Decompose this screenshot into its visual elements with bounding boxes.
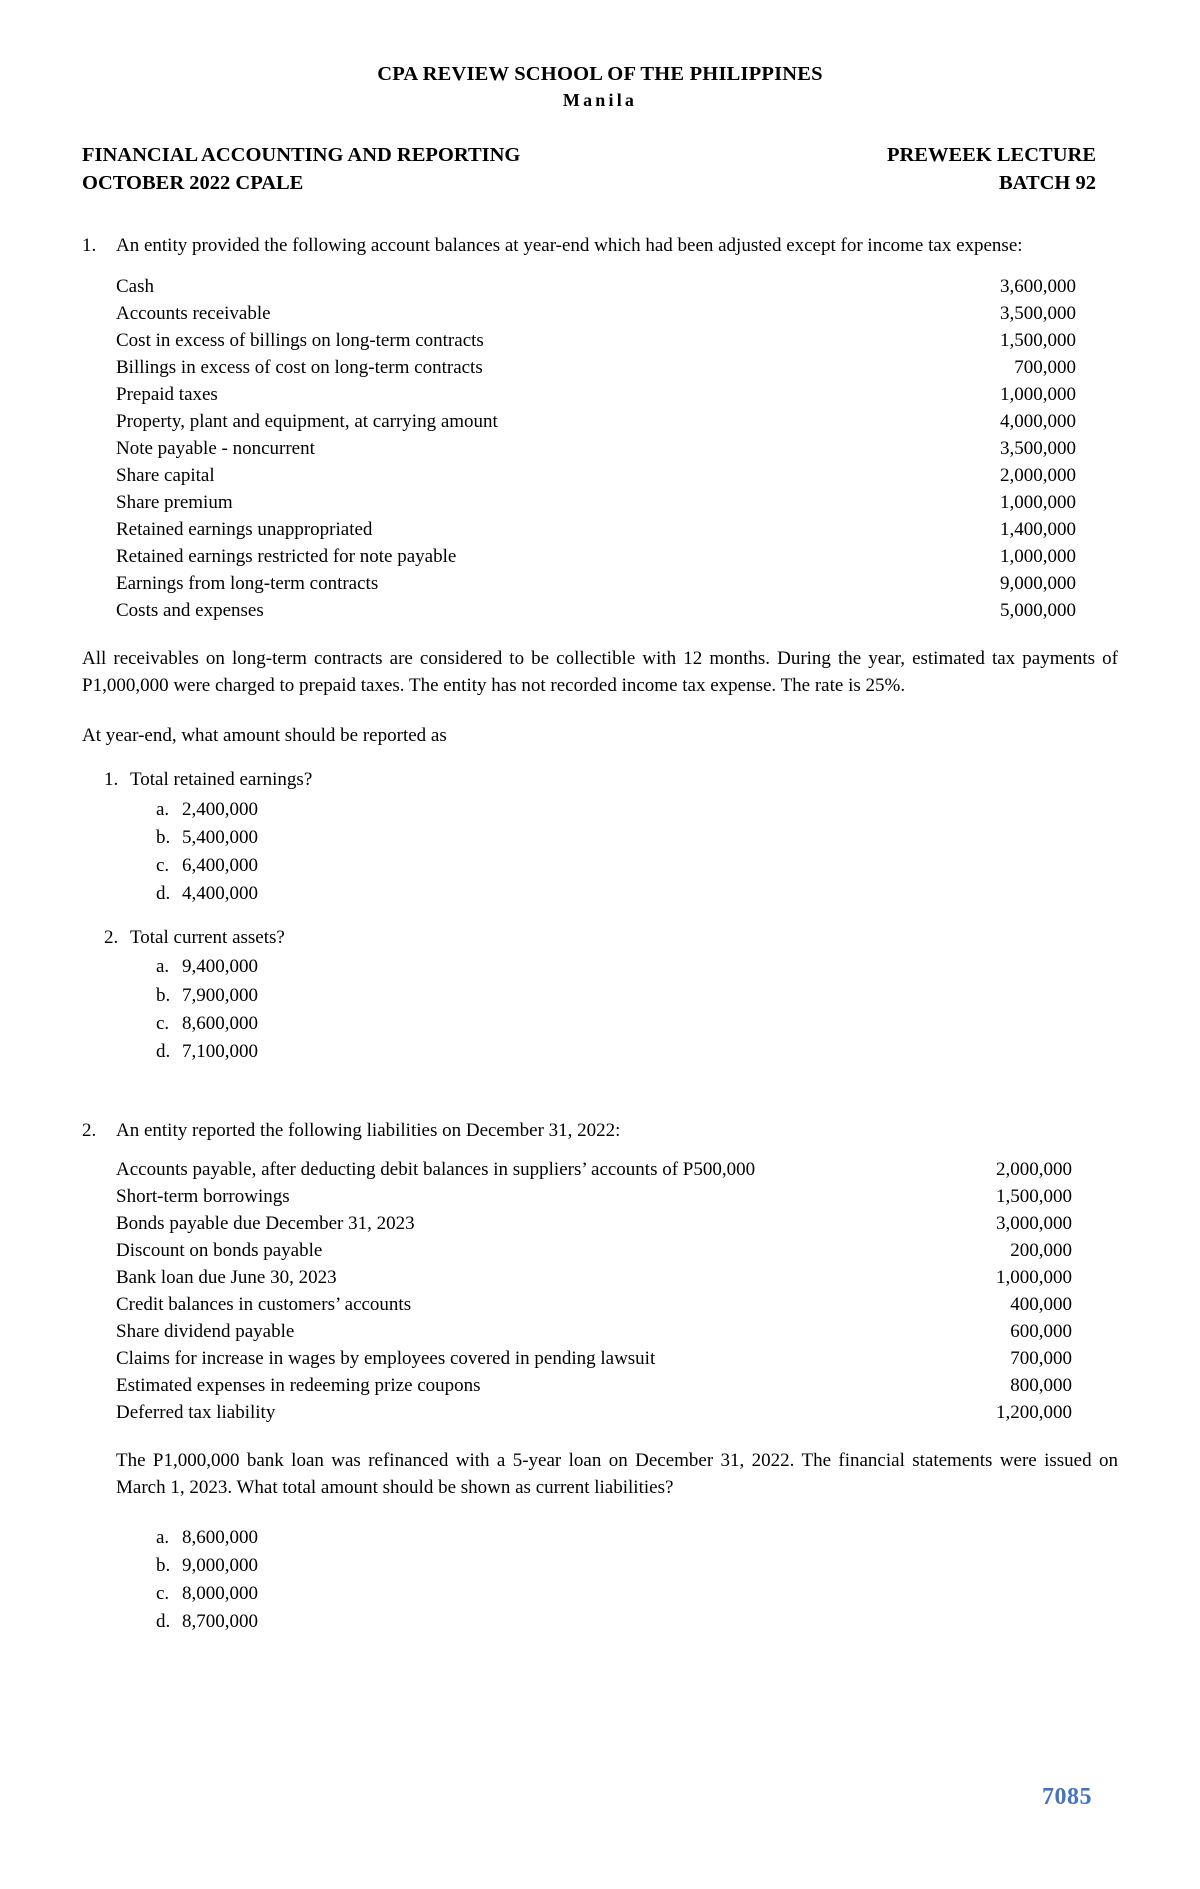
account-label: Share capital — [116, 464, 215, 486]
choice-letter: a. — [156, 956, 170, 978]
choice-option[interactable] — [156, 1608, 1118, 1636]
table-row — [116, 1157, 1118, 1184]
table-row — [116, 274, 1118, 301]
choice-option[interactable] — [156, 982, 1118, 1010]
choice-value: 7,100,000 — [182, 1040, 258, 1062]
table-row — [116, 490, 1118, 517]
table-row — [116, 1184, 1118, 1211]
batch-title: BATCH 92 — [998, 171, 1096, 194]
exam-header-row — [82, 141, 1118, 198]
account-value: 3,500,000 — [1000, 437, 1076, 459]
liability-label: Claims for increase in wages by employees covered in pending lawsuit — [116, 1347, 656, 1369]
account-value: 1,400,000 — [1000, 518, 1076, 540]
table-row — [116, 436, 1118, 463]
liability-label: Short-term borrowings — [116, 1185, 290, 1207]
question-1 — [82, 233, 1118, 1066]
account-value: 1,000,000 — [1000, 384, 1076, 406]
choice-value: 7,900,000 — [182, 984, 258, 1006]
table-row — [116, 544, 1118, 571]
account-value: 1,500,000 — [1000, 330, 1076, 352]
liability-value: 2,000,000 — [996, 1158, 1072, 1180]
question-1-account-table — [116, 274, 1118, 625]
subquestion-1-2-choices — [156, 953, 1118, 1065]
exam-title: OCTOBER 2022 CPALE — [82, 171, 304, 194]
question-2-choices — [156, 1524, 1118, 1636]
question-2-stem-row — [82, 1118, 1118, 1145]
choice-option[interactable] — [156, 1580, 1118, 1608]
account-label: Earnings from long-term contracts — [116, 572, 379, 594]
liability-label: Accounts payable, after deducting debit balances in suppliers’ accounts of P500,000 — [116, 1158, 756, 1180]
table-row — [116, 1292, 1118, 1319]
account-value: 3,600,000 — [1000, 276, 1076, 298]
account-value: 3,500,000 — [1000, 303, 1076, 325]
choice-option[interactable] — [156, 880, 1118, 908]
account-label: Note payable - noncurrent — [116, 437, 315, 459]
choice-option[interactable] — [156, 796, 1118, 824]
liability-label: Estimated expenses in redeeming prize coupons — [116, 1374, 481, 1396]
account-label: Costs and expenses — [116, 599, 264, 621]
table-row — [116, 355, 1118, 382]
choice-letter: a. — [156, 798, 170, 820]
choice-letter: d. — [156, 882, 171, 904]
account-value: 1,000,000 — [1000, 545, 1076, 567]
subquestion-number: 2. — [104, 926, 119, 948]
choice-letter: a. — [156, 1527, 170, 1549]
page-number: 7085 — [1042, 1784, 1092, 1810]
subquestion-text: Total current assets? — [130, 926, 285, 948]
liability-value: 600,000 — [1010, 1320, 1072, 1342]
liability-value: 1,500,000 — [996, 1185, 1072, 1207]
question-1-stem: An entity provided the following account balances at year-end which had been adjusted except for income tax expense: — [116, 235, 1023, 257]
table-row — [116, 1346, 1118, 1373]
choice-option[interactable] — [156, 852, 1118, 880]
subject-title: FINANCIAL ACCOUNTING AND REPORTING — [82, 143, 521, 166]
account-label: Cost in excess of billings on long-term contracts — [116, 330, 484, 352]
account-value: 700,000 — [1014, 357, 1076, 379]
subquestion-1-2 — [104, 924, 1118, 1066]
table-row — [116, 517, 1118, 544]
choice-letter: c. — [156, 1583, 170, 1605]
liability-value: 200,000 — [1010, 1239, 1072, 1261]
exam-header-right — [887, 141, 1118, 198]
question-2-liability-table — [116, 1157, 1118, 1427]
choice-value: 8,000,000 — [182, 1583, 258, 1605]
lecture-title: PREWEEK LECTURE — [886, 143, 1096, 166]
choice-value: 6,400,000 — [182, 854, 258, 876]
liability-value: 400,000 — [1010, 1293, 1072, 1315]
choice-value: 2,400,000 — [182, 798, 258, 820]
choice-letter: b. — [156, 826, 171, 848]
account-label: Accounts receivable — [116, 303, 271, 325]
question-2-note: The P1,000,000 bank loan was refinanced with a 5-year loan on December 31, 2022. The financial statements were issued on March 1, 2023. What total amount should be shown as current liabilities? — [116, 1449, 1118, 1499]
choice-letter: d. — [156, 1611, 171, 1633]
account-label: Retained earnings unappropriated — [116, 518, 373, 540]
account-label: Retained earnings restricted for note payable — [116, 545, 457, 567]
table-row — [116, 382, 1118, 409]
table-row — [116, 571, 1118, 598]
choice-value: 4,400,000 — [182, 882, 258, 904]
question-1-number: 1. — [82, 235, 97, 257]
account-label: Cash — [116, 276, 154, 298]
question-1-stem-row — [82, 233, 1118, 260]
table-row — [116, 1400, 1118, 1427]
choice-option[interactable] — [156, 953, 1118, 981]
choice-value: 5,400,000 — [182, 826, 258, 848]
table-row — [116, 1319, 1118, 1346]
choice-letter: c. — [156, 854, 170, 876]
choice-letter: b. — [156, 1555, 171, 1577]
subquestion-1-2-head — [104, 924, 1118, 952]
account-value: 5,000,000 — [1000, 599, 1076, 621]
account-value: 2,000,000 — [1000, 464, 1076, 486]
table-row — [116, 1238, 1118, 1265]
table-row — [116, 301, 1118, 328]
subquestion-1-1-head — [104, 766, 1118, 794]
choice-option[interactable] — [156, 1038, 1118, 1066]
liability-label: Deferred tax liability — [116, 1401, 276, 1423]
account-label: Share premium — [116, 491, 233, 513]
subquestion-number: 1. — [104, 768, 119, 790]
choice-option[interactable] — [156, 824, 1118, 852]
account-label: Prepaid taxes — [116, 384, 218, 406]
account-value: 4,000,000 — [1000, 411, 1076, 432]
question-1-note: All receivables on long-term contracts are considered to be collectible with 12 months. During the year, estimated tax payments of P1,000,000 were charged to prepaid taxes. The entity has not recorded income tax expense. The rate is 25%. — [82, 647, 1118, 697]
choice-letter: c. — [156, 1012, 170, 1034]
school-title: CPA REVIEW SCHOOL OF THE PHILIPPINES — [377, 63, 823, 85]
choice-option[interactable] — [156, 1524, 1118, 1552]
table-row — [116, 1211, 1118, 1238]
liability-label: Bonds payable due December 31, 2023 — [116, 1212, 415, 1234]
table-row — [116, 463, 1118, 490]
account-label: Property, plant and equipment, at carrying amount — [116, 411, 498, 432]
choice-value: 9,000,000 — [182, 1555, 258, 1577]
table-row — [116, 1265, 1118, 1292]
subquestion-1-1-choices — [156, 796, 1118, 908]
question-2-number: 2. — [82, 1119, 97, 1141]
choice-option[interactable] — [156, 1552, 1118, 1580]
liability-label: Credit balances in customers’ accounts — [116, 1293, 412, 1315]
liability-label: Discount on bonds payable — [116, 1239, 323, 1261]
account-value: 1,000,000 — [1000, 491, 1076, 513]
school-city: Manila — [562, 89, 638, 110]
account-value: 9,000,000 — [1000, 572, 1076, 594]
choice-value: 8,600,000 — [182, 1012, 258, 1034]
liability-label: Share dividend payable — [116, 1320, 295, 1342]
exam-header-left — [82, 141, 520, 198]
question-1-lead-in: At year-end, what amount should be reported as — [82, 725, 447, 747]
choice-option[interactable] — [156, 1010, 1118, 1038]
subquestion-text: Total retained earnings? — [130, 768, 313, 790]
table-row — [116, 1373, 1118, 1400]
liability-value: 800,000 — [1010, 1374, 1072, 1396]
choice-letter: d. — [156, 1040, 171, 1062]
choice-letter: b. — [156, 984, 171, 1006]
liability-label: Bank loan due June 30, 2023 — [116, 1266, 337, 1288]
table-row — [116, 409, 1118, 436]
liability-value: 1,200,000 — [996, 1401, 1072, 1423]
document-header — [82, 62, 1118, 197]
table-row — [116, 328, 1118, 355]
liability-value: 1,000,000 — [996, 1266, 1072, 1288]
question-2 — [82, 1118, 1118, 1637]
choice-value: 8,700,000 — [182, 1611, 258, 1633]
table-row — [116, 598, 1118, 625]
question-2-stem: An entity reported the following liabilities on December 31, 2022: — [116, 1119, 621, 1141]
choice-value: 9,400,000 — [182, 956, 258, 978]
liability-value: 700,000 — [1010, 1347, 1072, 1369]
liability-value: 3,000,000 — [996, 1212, 1072, 1234]
account-label: Billings in excess of cost on long-term contracts — [116, 357, 483, 379]
choice-value: 8,600,000 — [182, 1527, 258, 1549]
subquestion-1-1 — [104, 766, 1118, 908]
